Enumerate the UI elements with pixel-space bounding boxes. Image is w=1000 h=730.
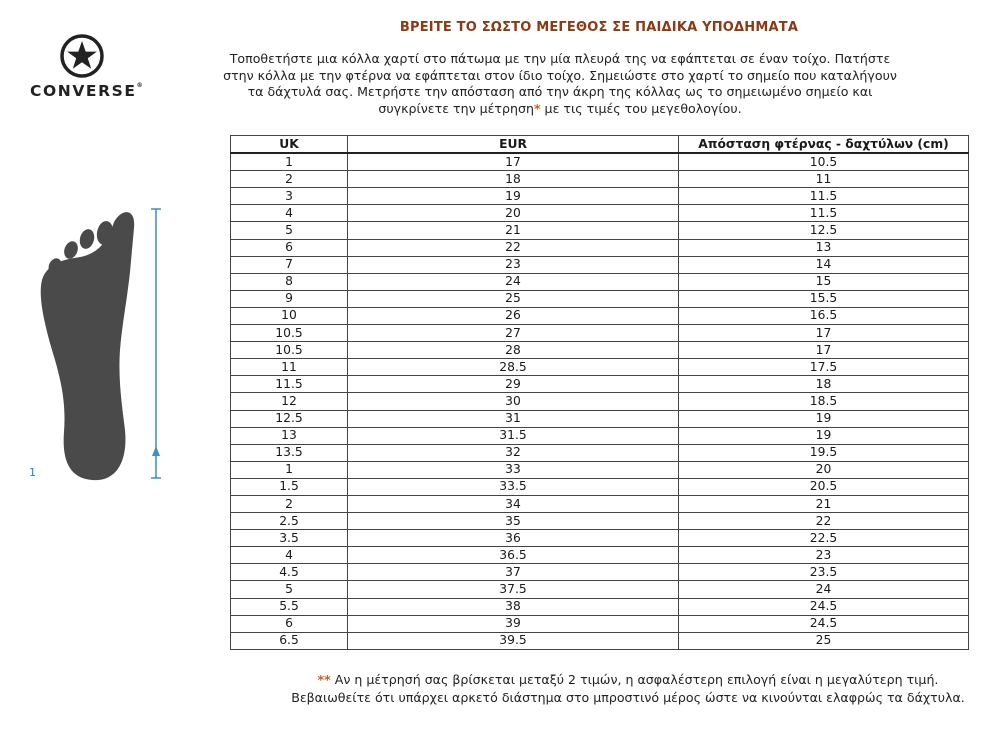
table-row — [231, 427, 969, 444]
table-row — [231, 273, 969, 290]
footnote-text-1: Αν η μέτρησή σας βρίσκεται μεταξύ 2 τιμών, η ασφαλέστερη επιλογή είναι η μεγαλύτερη τιμή. — [330, 672, 939, 687]
table-row — [231, 222, 969, 239]
eur-size-cell: 33 — [348, 461, 679, 478]
length-cm-cell: 17.5 — [679, 359, 969, 376]
table-row — [231, 359, 969, 376]
uk-size-cell: 4.5 — [231, 564, 348, 581]
table-header-row — [231, 136, 969, 154]
length-cm-cell: 18 — [679, 376, 969, 393]
eur-size-cell: 31.5 — [348, 427, 679, 444]
uk-size-cell: 11 — [231, 359, 348, 376]
brand-name: CONVERSE — [30, 82, 137, 100]
table-row — [231, 342, 969, 359]
length-cm-cell: 15.5 — [679, 290, 969, 307]
uk-size-cell: 10.5 — [231, 342, 348, 359]
table-row — [231, 325, 969, 342]
foot-size-label: 1 — [29, 466, 36, 479]
table-row — [231, 410, 969, 427]
eur-size-cell: 38 — [348, 598, 679, 615]
table-row — [231, 495, 969, 512]
length-cm-cell: 25 — [679, 632, 969, 649]
uk-size-cell: 7 — [231, 256, 348, 273]
eur-size-cell: 31 — [348, 410, 679, 427]
instructions-line-2: στην κόλλα με την φτέρνα να εφάπτεται στον ίδιο τοίχο. Σημειώστε στο χαρτί το σημείο που καταλήγουν — [223, 67, 897, 83]
table-row — [231, 530, 969, 547]
table-row — [231, 564, 969, 581]
table-row — [231, 581, 969, 598]
length-cm-cell: 10.5 — [679, 153, 969, 171]
uk-size-cell: 5 — [231, 581, 348, 598]
length-cm-cell: 19 — [679, 410, 969, 427]
table-row — [231, 461, 969, 478]
registered-mark: ® — [136, 82, 143, 89]
eur-size-cell: 18 — [348, 171, 679, 188]
table-row — [231, 598, 969, 615]
length-cm-cell: 14 — [679, 256, 969, 273]
eur-size-cell: 20 — [348, 205, 679, 222]
table-row — [231, 547, 969, 564]
footprint-icon — [41, 212, 134, 480]
eur-size-cell: 23 — [348, 256, 679, 273]
length-cm-cell: 24.5 — [679, 598, 969, 615]
eur-size-cell: 33.5 — [348, 478, 679, 495]
uk-size-cell: 6.5 — [231, 632, 348, 649]
eur-size-cell: 28 — [348, 342, 679, 359]
foot-illustration — [30, 200, 170, 490]
table-row — [231, 376, 969, 393]
uk-size-cell: 4 — [231, 205, 348, 222]
star-icon — [60, 34, 104, 78]
uk-size-cell: 1 — [231, 153, 348, 171]
length-cm-cell: 24.5 — [679, 615, 969, 632]
instructions — [215, 51, 905, 117]
length-cm-cell: 17 — [679, 342, 969, 359]
uk-size-cell: 4 — [231, 547, 348, 564]
eur-size-cell: 19 — [348, 188, 679, 205]
uk-size-cell: 9 — [231, 290, 348, 307]
table-row — [231, 444, 969, 461]
uk-size-cell: 12.5 — [231, 410, 348, 427]
table-row — [231, 615, 969, 632]
uk-size-cell: 2.5 — [231, 513, 348, 530]
asterisk-mark: * — [533, 100, 541, 116]
instructions-line-3: τα δάχτυλά σας. Μετρήστε την απόσταση από την άκρη της κόλλας ως το σημειωμένο σημείο και — [247, 84, 873, 99]
uk-size-cell: 6 — [231, 239, 348, 256]
length-cm-cell: 23.5 — [679, 564, 969, 581]
eur-size-cell: 37.5 — [348, 581, 679, 598]
instructions-line-4-text: συγκρίνετε την μέτρηση — [378, 100, 534, 116]
uk-size-cell: 8 — [231, 273, 348, 290]
instructions-line-4 — [215, 101, 905, 118]
length-cm-cell: 19 — [679, 427, 969, 444]
uk-size-cell: 13.5 — [231, 444, 348, 461]
length-cm-cell: 20 — [679, 461, 969, 478]
eur-size-cell: 17 — [348, 153, 679, 171]
size-chart-table — [230, 135, 969, 650]
uk-size-cell: 11.5 — [231, 376, 348, 393]
table-row — [231, 153, 969, 171]
instructions-line-1: Τοποθετήστε μια κόλλα χαρτί στο πάτωμα με την μία πλευρά της να εφάπτεται σε έναν τοίχο. Πατήστε — [229, 51, 891, 66]
table-row — [231, 256, 969, 273]
table-row — [231, 632, 969, 649]
uk-size-cell: 10 — [231, 307, 348, 324]
table-row — [231, 171, 969, 188]
eur-size-cell: 36 — [348, 530, 679, 547]
table-row — [231, 307, 969, 324]
uk-size-cell: 1.5 — [231, 478, 348, 495]
length-cm-cell: 22.5 — [679, 530, 969, 547]
uk-size-cell: 2 — [231, 495, 348, 512]
uk-size-cell: 3.5 — [231, 530, 348, 547]
converse-logo — [24, 34, 142, 104]
length-cm-cell: 19.5 — [679, 444, 969, 461]
table-row — [231, 188, 969, 205]
eur-size-cell: 30 — [348, 393, 679, 410]
table-row — [231, 513, 969, 530]
eur-size-cell: 25 — [348, 290, 679, 307]
column-header-uk: UK — [231, 136, 348, 154]
eur-size-cell: 22 — [348, 239, 679, 256]
length-cm-cell: 11.5 — [679, 188, 969, 205]
page-title: ΒΡΕΙΤΕ ΤΟ ΣΩΣΤΟ ΜΕΓΕΘΟΣ ΣΕ ΠΑΙΔΙΚΑ ΥΠΟΔΗΜΑΤΑ — [399, 20, 799, 35]
length-cm-cell: 11.5 — [679, 205, 969, 222]
length-cm-cell: 17 — [679, 325, 969, 342]
eur-size-cell: 35 — [348, 513, 679, 530]
length-cm-cell: 11 — [679, 171, 969, 188]
uk-size-cell: 12 — [231, 393, 348, 410]
eur-size-cell: 32 — [348, 444, 679, 461]
eur-size-cell: 36.5 — [348, 547, 679, 564]
eur-size-cell: 27 — [348, 325, 679, 342]
table-row — [231, 393, 969, 410]
eur-size-cell: 24 — [348, 273, 679, 290]
table-body — [231, 153, 969, 649]
footnote-line-1 — [258, 671, 998, 689]
eur-size-cell: 21 — [348, 222, 679, 239]
uk-size-cell: 1 — [231, 461, 348, 478]
eur-size-cell: 28.5 — [348, 359, 679, 376]
uk-size-cell: 5.5 — [231, 598, 348, 615]
length-cm-cell: 22 — [679, 513, 969, 530]
table-row — [231, 478, 969, 495]
eur-size-cell: 29 — [348, 376, 679, 393]
length-cm-cell: 21 — [679, 495, 969, 512]
uk-size-cell: 2 — [231, 171, 348, 188]
uk-size-cell: 13 — [231, 427, 348, 444]
eur-size-cell: 39.5 — [348, 632, 679, 649]
eur-size-cell: 34 — [348, 495, 679, 512]
column-header-length: Απόσταση φτέρνας - δαχτύλων (cm) — [679, 136, 969, 154]
length-cm-cell: 15 — [679, 273, 969, 290]
table-row — [231, 290, 969, 307]
eur-size-cell: 37 — [348, 564, 679, 581]
column-header-eur: EUR — [348, 136, 679, 154]
uk-size-cell: 5 — [231, 222, 348, 239]
length-cm-cell: 23 — [679, 547, 969, 564]
length-cm-cell: 16.5 — [679, 307, 969, 324]
eur-size-cell: 26 — [348, 307, 679, 324]
length-cm-cell: 24 — [679, 581, 969, 598]
uk-size-cell: 10.5 — [231, 325, 348, 342]
length-cm-cell: 18.5 — [679, 393, 969, 410]
length-cm-cell: 20.5 — [679, 478, 969, 495]
logo-wordmark — [30, 82, 143, 100]
table-row — [231, 205, 969, 222]
uk-size-cell: 3 — [231, 188, 348, 205]
length-cm-cell: 12.5 — [679, 222, 969, 239]
length-arrow — [151, 209, 161, 478]
instructions-line-4-end: με τις τιμές του μεγεθολογίου. — [540, 100, 742, 116]
uk-size-cell: 6 — [231, 615, 348, 632]
table-row — [231, 239, 969, 256]
eur-size-cell: 39 — [348, 615, 679, 632]
footnote-line-2: Βεβαιωθείτε ότι υπάρχει αρκετό διάστημα στο μπροστινό μέρος ώστε να κινούνται ελαφρώς τα δάχτυλα. — [291, 690, 965, 705]
footnote — [258, 671, 998, 707]
length-cm-cell: 13 — [679, 239, 969, 256]
double-asterisk-mark: ** — [317, 672, 331, 687]
